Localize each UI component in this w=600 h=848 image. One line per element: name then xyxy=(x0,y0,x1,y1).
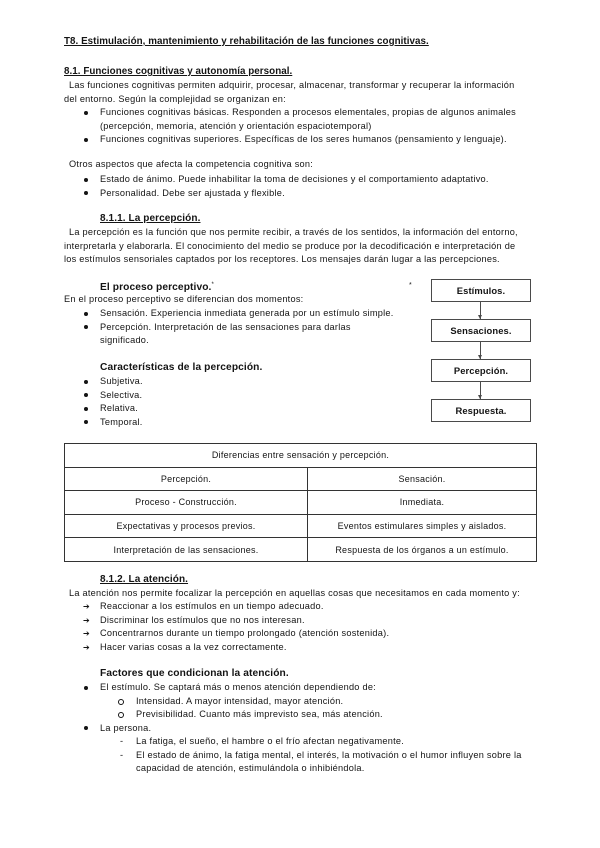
list-item-line: ➔ Discriminar los estímulos que no nos interesan. xyxy=(100,614,305,625)
flow-arrow xyxy=(480,302,481,319)
diagram-asterisk: * xyxy=(409,282,412,289)
list-item-line: Sensación. Experiencia inmediata generada por un estímulo simple. xyxy=(100,308,394,318)
list-item-line: Subjetiva. xyxy=(100,376,143,386)
flow-step-box: Estímulos. xyxy=(431,279,531,302)
list-item xyxy=(64,402,143,416)
paragraph-line: La atención nos permite focalizar la percepción en aquellas cosas que necesitamos en cada momento y: xyxy=(69,588,520,598)
list-item-line: Personalidad. Debe ser ajustada y flexible. xyxy=(100,187,285,198)
list-item xyxy=(64,614,389,628)
list-item-line: significado. xyxy=(100,335,149,345)
attention-functions-list xyxy=(64,600,389,654)
paragraph-line: del entorno. Según la complejidad se organizan en: xyxy=(64,93,286,104)
list-item xyxy=(64,106,516,133)
sub-list-item xyxy=(64,695,522,709)
sub-list-item xyxy=(64,749,522,776)
process-heading-text: El proceso perceptivo. xyxy=(100,282,212,293)
factors-list xyxy=(64,681,522,776)
factors-heading: Factores que condicionan la atención. xyxy=(100,668,289,679)
section-heading: 8.1. Funciones cognitivas y autonomía personal. xyxy=(64,66,293,77)
table-cell: Eventos estimulares simples y aislados. xyxy=(308,514,537,538)
flow-step-box: Respuesta. xyxy=(431,399,531,422)
attention-intro-block xyxy=(64,587,520,601)
list-item xyxy=(64,600,389,614)
section-8-1-2-heading-block xyxy=(64,573,188,587)
table-header: Percepción. xyxy=(65,467,308,491)
list-item-line: El estímulo. Se captará más o menos atención dependiendo de: xyxy=(100,682,376,692)
characteristics-heading: Características de la percepción. xyxy=(100,362,263,373)
moments-list xyxy=(64,307,394,348)
list-item xyxy=(64,375,143,389)
subsection-heading: 8.1.1. La percepción. xyxy=(100,213,201,224)
list-item-line: La persona. xyxy=(100,722,152,733)
document-title: T8. Estimulación, mantenimiento y rehabilitación de las funciones cognitivas. xyxy=(64,36,429,47)
list-item-line: Selectiva. xyxy=(100,389,143,400)
list-item xyxy=(64,722,522,736)
table-row xyxy=(65,491,537,515)
section-8-1-1-heading-block xyxy=(64,212,200,226)
list-item xyxy=(64,627,389,641)
list-item-line: Temporal. xyxy=(100,416,143,427)
paragraph-line: los estímulos sensoriales captados por los receptores. Los mensajes darán lugar a las percepciones. xyxy=(64,254,500,264)
table-cell: Expectativas y procesos previos. xyxy=(65,514,308,538)
characteristics-heading-block xyxy=(64,361,262,375)
table-cell: Interpretación de las sensaciones. xyxy=(65,538,308,562)
flow-step-box: Percepción. xyxy=(431,359,531,382)
comparison-table xyxy=(64,443,537,562)
sub-list-item xyxy=(64,735,522,749)
list-item xyxy=(64,173,489,187)
table-row xyxy=(65,538,537,562)
sub-list-item xyxy=(64,708,522,722)
list-item-line: Funciones cognitivas superiores. Específicas de los seres humanos (pensamiento y lenguaje). xyxy=(100,134,507,144)
characteristics-list xyxy=(64,375,143,429)
list-item-line: - El estado de ánimo, la fatiga mental, el interés, la motivación o el humor influyen sobre la xyxy=(136,749,522,760)
paragraph-line: La percepción es la función que nos permite recibir, a través de los sentidos, la información del entorno, xyxy=(69,227,518,237)
paragraph-line: Las funciones cognitivas permiten adquirir, procesar, almacenar, transformar y recuperar la información xyxy=(69,80,515,90)
list-item xyxy=(64,681,522,695)
table-cell: Inmediata. xyxy=(308,491,537,515)
list-item-line: Intensidad. A mayor intensidad, mayor atención. xyxy=(136,695,344,706)
list-item xyxy=(64,307,394,321)
table-row xyxy=(65,514,537,538)
list-item-line: ➔ Reaccionar a los estímulos en un tiempo adecuado. xyxy=(100,601,324,611)
flow-arrow xyxy=(480,382,481,399)
list-item-line: Relativa. xyxy=(100,403,138,413)
factors-heading-block xyxy=(64,667,289,681)
list-item-line: Previsibilidad. Cuanto más imprevisto sea, más atención. xyxy=(136,709,383,719)
list-item-line: Funciones cognitivas básicas. Responden a procesos elementales, propias de algunos animales xyxy=(100,107,517,117)
list-item-line: - La fatiga, el sueño, el hambre o el frío afectan negativamente. xyxy=(136,736,405,746)
list-item-line: ➔ Hacer varias cosas a la vez correctamente. xyxy=(100,641,287,652)
flow-arrow xyxy=(480,342,481,359)
list-item xyxy=(64,133,516,147)
list-item xyxy=(64,321,394,348)
list-item-line: Estado de ánimo. Puede inhabilitar la toma de decisiones y el comportamiento adaptativo. xyxy=(100,174,489,184)
footnote-asterisk: * xyxy=(211,282,214,288)
list-item-line: capacidad de atención, estimulándola o inhibiéndola. xyxy=(136,763,365,773)
flow-step-box: Sensaciones. xyxy=(431,319,531,342)
list-item xyxy=(64,187,489,201)
other-aspects-list xyxy=(64,173,489,200)
table-cell: Respuesta de los órganos a un estímulo. xyxy=(308,538,537,562)
subsection-heading: 8.1.2. La atención. xyxy=(100,574,189,585)
table-row xyxy=(65,444,537,468)
document-title-block xyxy=(64,35,429,49)
table-caption: Diferencias entre sensación y percepción. xyxy=(65,444,537,468)
list-item xyxy=(64,416,143,430)
other-aspects-intro-block xyxy=(64,158,313,172)
paragraph-line: interpretarla y elaborarla. El conocimiento del medio se produce por la decodificación e interpretación de xyxy=(64,240,516,251)
list-item-line: (percepción, memoria, atención y orientación espaciotemporal) xyxy=(100,120,372,131)
section-8-1-intro xyxy=(64,79,515,106)
list-item-line: Percepción. Interpretación de las sensaciones para darlas xyxy=(100,321,351,332)
table-cell: Proceso - Construcción. xyxy=(65,491,308,515)
perception-intro xyxy=(64,226,518,267)
cognitive-types-list xyxy=(64,106,516,147)
list-item-line: ➔ Concentrarnos durante un tiempo prolongado (atención sostenida). xyxy=(100,628,390,638)
process-intro-block xyxy=(64,293,304,307)
paragraph-line: En el proceso perceptivo se diferencian dos momentos: xyxy=(64,294,304,304)
paragraph-line: Otros aspectos que afecta la competencia cognitiva son: xyxy=(69,159,314,169)
table-header-row xyxy=(65,467,537,491)
table-header: Sensación. xyxy=(308,467,537,491)
section-8-1-heading-block xyxy=(64,65,292,79)
list-item xyxy=(64,389,143,403)
list-item xyxy=(64,641,389,655)
